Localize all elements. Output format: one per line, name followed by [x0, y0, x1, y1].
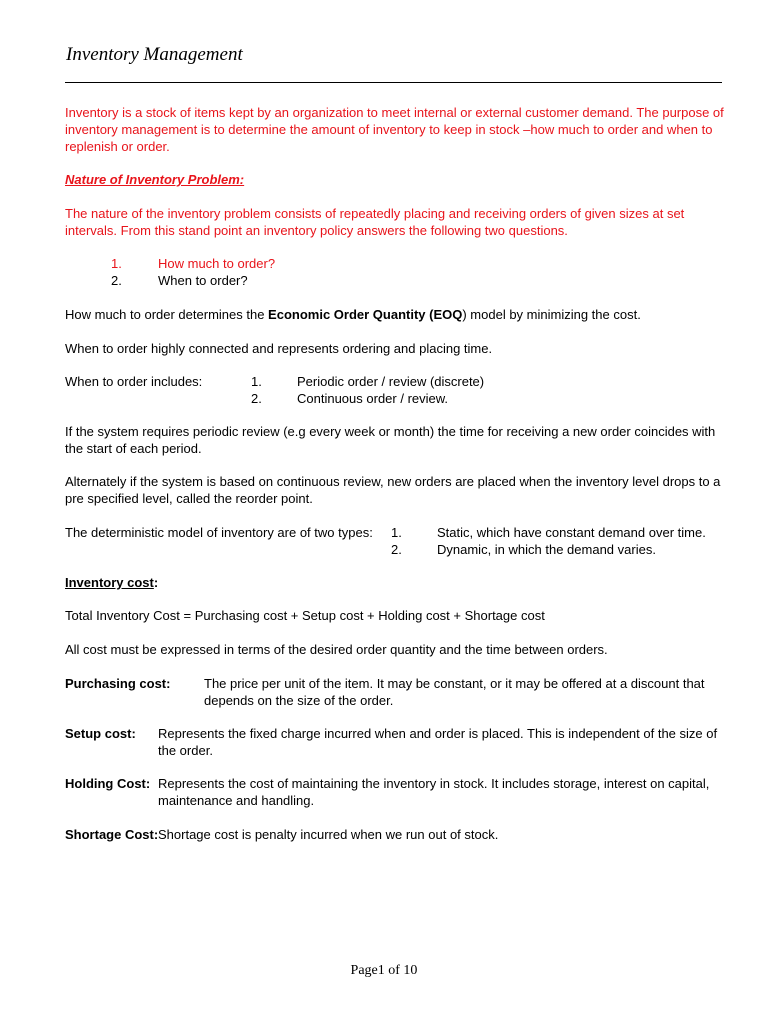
question-1-number: 1. — [111, 256, 122, 271]
page-number-footer: Page1 of 10 — [350, 963, 418, 978]
setup-cost-definition: Represents the fixed charge incurred when and order is placed. This is independent of the size of the order. — [158, 726, 718, 758]
when-connected-paragraph: When to order highly connected and represents ordering and placing time. — [65, 341, 493, 356]
periodic-review-paragraph: If the system requires periodic review (e.g every week or month) the time for receiving a new order coincides with the start of each period. — [65, 424, 716, 456]
continuous-review-paragraph: Alternately if the system is based on continuous review, new orders are placed when the inventory level drops to a pre specified level, called the reorder point. — [65, 474, 721, 506]
eoq-term: Economic Order Quantity (EOQ — [268, 307, 463, 322]
inventory-cost-heading-colon: : — [153, 575, 159, 590]
holding-cost-definition: Represents the cost of maintaining the inventory in stock. It includes storage, interest on capital, maintenance and handling. — [158, 776, 710, 808]
deterministic-2-text: Dynamic, in which the demand varies. — [437, 542, 656, 557]
purchasing-cost-term: Purchasing cost: — [65, 676, 171, 691]
inventory-cost-heading — [65, 574, 725, 591]
shortage-cost-definition: Shortage cost is penalty incurred when we run out of stock. — [158, 827, 499, 842]
deterministic-2-number: 2. — [391, 542, 402, 557]
header-divider — [65, 82, 722, 83]
setup-cost-term: Setup cost: — [65, 726, 136, 741]
deterministic-1-text: Static, which have constant demand over time. — [437, 525, 706, 540]
question-2-number: 2. — [111, 273, 122, 288]
inventory-cost-heading-text: Inventory cost — [65, 575, 154, 590]
holding-cost-term: Holding Cost: — [65, 776, 151, 791]
purchasing-cost-definition: The price per unit of the item. It may be constant, or it may be offered at a discount that depends on the size of the order. — [204, 676, 705, 708]
eoq-text-before: How much to order determines the — [65, 307, 269, 322]
eoq-paragraph — [65, 306, 725, 323]
deterministic-1-number: 1. — [391, 525, 402, 540]
nature-paragraph: The nature of the inventory problem consists of repeatedly placing and receiving orders of given sizes at set intervals. From this stand point an inventory policy answers the following two questions. — [65, 206, 685, 238]
intro-paragraph: Inventory is a stock of items kept by an organization to meet internal or external customer demand. The purpose of inventory management is to determine the amount of inventory to keep in stock –how much to order and when to replenish or order. — [65, 105, 724, 154]
when-includes-1-number: 1. — [251, 374, 262, 389]
cost-note-paragraph: All cost must be expressed in terms of the desired order quantity and the time between orders. — [65, 642, 608, 657]
eoq-text-after: ) model by minimizing the cost. — [462, 307, 641, 322]
when-includes-2-number: 2. — [251, 391, 262, 406]
question-1-text: How much to order? — [158, 256, 276, 271]
when-includes-2-text: Continuous order / review. — [297, 391, 449, 406]
shortage-cost-term: Shortage Cost: — [65, 827, 159, 842]
deterministic-label: The deterministic model of inventory are of two types: — [65, 525, 373, 540]
when-includes-1-text: Periodic order / review (discrete) — [297, 374, 485, 389]
question-2-text: When to order? — [158, 273, 248, 288]
total-cost-formula: Total Inventory Cost = Purchasing cost + Setup cost + Holding cost + Shortage cost — [65, 608, 545, 623]
page-header-title: Inventory Management — [66, 44, 243, 65]
when-includes-label: When to order includes: — [65, 374, 203, 389]
nature-heading: Nature of Inventory Problem: — [65, 172, 245, 187]
